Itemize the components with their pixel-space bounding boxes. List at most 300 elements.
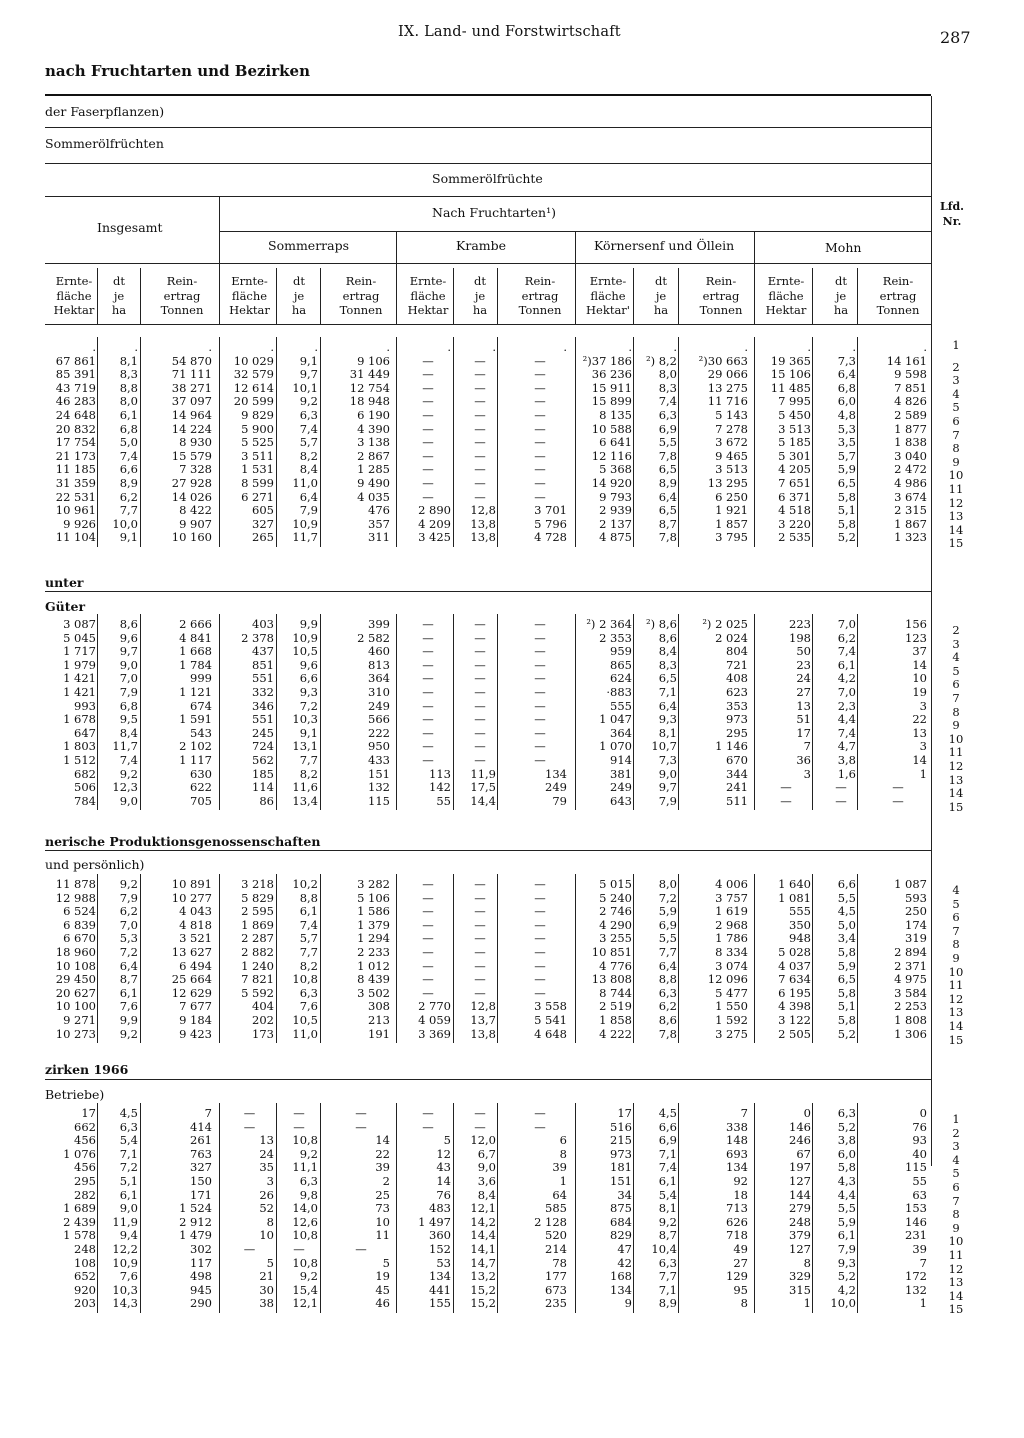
- table-cell: .: [270, 340, 274, 354]
- table-cell: 282: [74, 1187, 96, 1202]
- table-cell: 5,2: [837, 1119, 856, 1134]
- table-cell: 19: [912, 685, 927, 699]
- lfd-nr: 12: [948, 495, 964, 510]
- table-cell: 1 081: [778, 890, 811, 905]
- table-cell: 22: [912, 712, 927, 727]
- table-cell: .: [744, 340, 748, 354]
- table-cell: 10,5: [292, 644, 318, 659]
- table-cell: 308: [368, 999, 390, 1014]
- table-cell: 9,2: [299, 1269, 318, 1284]
- table-cell: 763: [190, 1146, 212, 1161]
- rule-vertical: [219, 1103, 220, 1313]
- lfd-nr: 1: [952, 338, 960, 352]
- rule-vertical: [396, 614, 397, 810]
- table-cell: 4 006: [715, 877, 748, 891]
- table-cell: .: [807, 340, 811, 354]
- table-cell: 4 037: [778, 958, 811, 973]
- table-cell: 7,0: [837, 685, 856, 699]
- table-cell: 5,9: [658, 904, 677, 919]
- table-cell: 5,5: [658, 435, 677, 450]
- table-cell: 3 220: [778, 516, 811, 531]
- lfd-nr: 6: [952, 910, 960, 925]
- table-cell: 245: [252, 725, 274, 740]
- table-cell: 172: [905, 1269, 927, 1284]
- table-cell: 134: [545, 766, 567, 781]
- table-cell: 12 116: [591, 448, 632, 463]
- table-cell: 2,3: [837, 698, 856, 713]
- table-cell: 181: [610, 1160, 632, 1175]
- table-cell: 8,2: [299, 448, 318, 463]
- table-cell: 5,8: [837, 489, 856, 504]
- section-label: Güter: [45, 599, 86, 614]
- lfd-nr: 8: [952, 937, 960, 952]
- table-cell: 353: [726, 698, 748, 713]
- table-cell: —: [534, 958, 546, 973]
- table-cell: 8,9: [119, 476, 138, 490]
- table-cell: 1 808: [894, 1013, 927, 1027]
- table-cell: 1 869: [241, 917, 274, 932]
- table-cell: 11,6: [292, 780, 318, 795]
- table-cell: 3 122: [778, 1013, 811, 1027]
- lfd-nr: 6: [952, 677, 960, 692]
- table-cell: —: [422, 421, 434, 436]
- table-cell: ²) 2 025: [702, 617, 748, 631]
- table-cell: .: [563, 340, 567, 354]
- table-cell: 1 858: [599, 1013, 632, 1027]
- table-cell: —: [892, 780, 904, 795]
- table-cell: 2 890: [418, 503, 451, 518]
- table-cell: 3 255: [599, 931, 632, 946]
- table-cell: 198: [789, 630, 811, 645]
- crop-header-mohn: Mohn: [825, 240, 862, 255]
- table-cell: 441: [429, 1282, 451, 1297]
- rule-vertical: [276, 614, 277, 810]
- table-cell: 948: [789, 931, 811, 946]
- rule-vertical: [857, 874, 858, 1043]
- table-cell: 3 521: [179, 931, 212, 946]
- table-cell: 10,3: [112, 1282, 138, 1297]
- table-cell: —: [534, 739, 546, 754]
- table-cell: 5,7: [837, 448, 856, 463]
- table-cell: 357: [368, 516, 390, 531]
- table-cell: 8,1: [658, 725, 677, 740]
- table-cell: —: [422, 1106, 434, 1120]
- table-cell: 9,9: [299, 617, 318, 631]
- table-cell: 8,7: [119, 972, 138, 987]
- table-cell: —: [422, 877, 434, 891]
- table-cell: 231: [905, 1228, 927, 1243]
- table-cell: 9,2: [299, 1146, 318, 1161]
- table-cell: 9 184: [179, 1013, 212, 1027]
- table-cell: 13: [259, 1133, 274, 1148]
- lfd-nr: 5: [952, 896, 960, 911]
- table-cell: —: [474, 367, 486, 382]
- table-cell: 14 964: [171, 408, 212, 422]
- rule-vertical: [453, 874, 454, 1043]
- table-cell: 4 776: [599, 958, 632, 973]
- table-cell: 1 550: [715, 999, 748, 1014]
- table-cell: 55: [436, 793, 451, 808]
- table-cell: 5 796: [534, 516, 567, 531]
- table-cell: 8 422: [179, 503, 212, 518]
- table-cell: —: [534, 489, 546, 504]
- table-cell: 4,5: [837, 904, 856, 919]
- table-cell: 15 106: [770, 367, 811, 382]
- table-cell: —: [474, 685, 486, 699]
- table-cell: 11 485: [770, 380, 811, 395]
- table-cell: 8,0: [658, 877, 677, 891]
- lfd-nr: 4: [952, 650, 960, 665]
- rule-vertical: [497, 337, 498, 547]
- table-cell: 8,0: [658, 367, 677, 382]
- table-cell: 1 640: [778, 877, 811, 891]
- rule-vertical: [219, 196, 220, 324]
- table-cell: 7,2: [119, 1160, 138, 1175]
- table-cell: 0: [919, 1106, 927, 1120]
- table-cell: 8: [559, 1146, 567, 1161]
- table-cell: 214: [545, 1242, 567, 1256]
- table-cell: 7,4: [658, 394, 677, 409]
- table-cell: 973: [610, 1146, 632, 1161]
- table-cell: 5,8: [837, 1013, 856, 1027]
- lfd-nr: 2: [952, 623, 960, 637]
- rule-vertical: [754, 337, 755, 547]
- rule-vertical: [633, 268, 634, 324]
- table-cell: 674: [190, 698, 212, 713]
- table-cell: 1 497: [418, 1214, 451, 1229]
- rule: [45, 127, 931, 128]
- table-cell: 2 128: [534, 1214, 567, 1229]
- table-cell: 784: [74, 793, 96, 808]
- table-cell: .: [447, 340, 451, 354]
- lfd-nr: 12: [948, 991, 964, 1006]
- table-cell: 3 502: [357, 985, 390, 1000]
- table-cell: 483: [429, 1201, 451, 1216]
- table-cell: 350: [789, 917, 811, 932]
- column-header: dt je ha: [291, 274, 307, 317]
- column-header: dt je ha: [653, 274, 669, 317]
- table-cell: 2 882: [241, 945, 274, 959]
- table-cell: 5,9: [837, 958, 856, 973]
- header-top-rule: [45, 94, 931, 96]
- table-cell: 235: [545, 1296, 567, 1311]
- table-cell: 261: [190, 1133, 212, 1148]
- table-cell: 2 439: [63, 1214, 96, 1229]
- lfd-nr: 3: [952, 636, 960, 651]
- table-cell: 10: [259, 1228, 274, 1243]
- table-cell: .: [208, 340, 212, 354]
- table-cell: 14,3: [112, 1296, 138, 1311]
- table-cell: 6,0: [837, 394, 856, 409]
- section-title: IX. Land- und Forstwirtschaft: [398, 24, 621, 40]
- table-cell: 191: [368, 1026, 390, 1041]
- table-cell: 12,6: [292, 1214, 318, 1229]
- table-cell: 4 398: [778, 999, 811, 1014]
- lfd-nr: 8: [952, 704, 960, 719]
- table-cell: 43 719: [55, 380, 96, 395]
- table-cell: 914: [610, 753, 632, 767]
- table-cell: 13,7: [470, 1013, 496, 1027]
- rule-vertical: [320, 614, 321, 810]
- table-cell: 10: [375, 1214, 390, 1229]
- table-cell: 7,6: [119, 999, 138, 1014]
- table-cell: —: [474, 712, 486, 727]
- table-cell: 9: [624, 1296, 632, 1311]
- table-cell: —: [835, 780, 847, 795]
- table-cell: —: [422, 353, 434, 368]
- table-cell: 13,8: [470, 1026, 496, 1041]
- table-cell: 7,9: [119, 685, 138, 699]
- table-cell: 8,4: [658, 644, 677, 659]
- lfd-nr: 6: [952, 1180, 960, 1194]
- column-header: Ernte- fläche Hektar: [407, 274, 449, 317]
- table-cell: 3 074: [715, 958, 748, 973]
- table-cell: 2 233: [357, 945, 390, 959]
- table-cell: 15 911: [591, 380, 632, 395]
- table-cell: .: [92, 340, 96, 354]
- table-cell: 9,1: [299, 725, 318, 740]
- table-cell: 5,0: [119, 435, 138, 450]
- table-cell: 18 960: [55, 945, 96, 959]
- rule-vertical: [453, 337, 454, 547]
- table-cell: 2 595: [241, 904, 274, 919]
- table-cell: 3 511: [241, 448, 274, 463]
- table-cell: 1 323: [894, 530, 927, 545]
- table-cell: 414: [190, 1119, 212, 1134]
- table-cell: 460: [368, 644, 390, 659]
- table-cell: 7,4: [119, 753, 138, 767]
- rule: [45, 163, 931, 164]
- table-cell: 626: [726, 1214, 748, 1229]
- lfd-nr: 11: [948, 1248, 964, 1262]
- table-cell: 399: [368, 617, 390, 631]
- table-cell: 290: [190, 1296, 212, 1311]
- lfd-nr: 10: [948, 468, 964, 483]
- table-cell: 12,2: [112, 1242, 138, 1256]
- table-cell: 804: [726, 644, 748, 659]
- table-cell: 7,8: [658, 530, 677, 545]
- table-cell: 13,4: [292, 793, 318, 808]
- table-cell: 24: [259, 1146, 274, 1161]
- table-cell: 3 513: [778, 421, 811, 436]
- table-cell: 319: [905, 931, 927, 946]
- table-cell: 6,1: [119, 985, 138, 1000]
- table-cell: 11 716: [707, 394, 748, 409]
- rule-vertical: [678, 614, 679, 810]
- rule: [45, 850, 931, 851]
- table-cell: 14 920: [591, 476, 632, 490]
- table-cell: 10 588: [591, 421, 632, 436]
- table-cell: 11,7: [112, 739, 138, 754]
- table-cell: 108: [74, 1255, 96, 1270]
- table-cell: 7,3: [658, 753, 677, 767]
- table-cell: 134: [429, 1269, 451, 1284]
- table-cell: 26: [259, 1187, 274, 1202]
- table-cell: 9,0: [477, 1160, 496, 1175]
- table-cell: 11 185: [55, 462, 96, 477]
- table-cell: —: [422, 657, 434, 672]
- table-cell: .: [923, 340, 927, 354]
- rule-vertical: [754, 231, 755, 324]
- table-cell: 5: [266, 1255, 274, 1270]
- table-cell: 6,9: [658, 421, 677, 436]
- table-cell: 13,2: [470, 1269, 496, 1284]
- table-cell: 643: [610, 793, 632, 808]
- table-cell: 15,2: [470, 1282, 496, 1297]
- table-cell: 8,8: [299, 890, 318, 905]
- table-cell: 3 672: [715, 435, 748, 450]
- lfd-nr: 15: [948, 536, 964, 551]
- table-cell: 5,0: [837, 917, 856, 932]
- rule-vertical: [276, 1103, 277, 1313]
- table-cell: 129: [726, 1269, 748, 1284]
- table-cell: 5 185: [778, 435, 811, 450]
- table-cell: 4,2: [837, 671, 856, 686]
- table-cell: 117: [190, 1255, 212, 1270]
- table-cell: 630: [190, 766, 212, 781]
- table-cell: 1 857: [715, 516, 748, 531]
- table-cell: 249: [610, 780, 632, 795]
- lfd-nr: 9: [952, 454, 960, 469]
- table-cell: 14: [375, 1133, 390, 1148]
- table-cell: 5 368: [599, 462, 632, 477]
- table-cell: 13,1: [292, 739, 318, 754]
- table-cell: 5,3: [119, 931, 138, 946]
- table-cell: 132: [368, 780, 390, 795]
- table-cell: 315: [789, 1282, 811, 1297]
- table-cell: 7,7: [299, 753, 318, 767]
- rule-vertical: [633, 874, 634, 1043]
- table-cell: 7,1: [119, 1146, 138, 1161]
- table-cell: 724: [252, 739, 274, 754]
- table-cell: 2 867: [357, 448, 390, 463]
- table-cell: 39: [552, 1160, 567, 1175]
- table-cell: 9 106: [357, 353, 390, 368]
- table-cell: 23: [796, 657, 811, 672]
- table-cell: —: [293, 1119, 305, 1134]
- table-cell: 9,0: [119, 657, 138, 672]
- table-cell: 30: [259, 1282, 274, 1297]
- table-cell: 40: [912, 1146, 927, 1161]
- table-cell: 516: [610, 1119, 632, 1134]
- rule-vertical: [857, 1103, 858, 1313]
- table-cell: 520: [545, 1228, 567, 1243]
- table-cell: 543: [190, 725, 212, 740]
- column-header: Rein- ertrag Tonnen: [160, 274, 204, 317]
- table-cell: —: [474, 489, 486, 504]
- table-cell: 6,2: [119, 904, 138, 919]
- table-cell: 9 598: [894, 367, 927, 382]
- table-cell: 71 111: [171, 367, 212, 382]
- table-cell: —: [422, 904, 434, 919]
- table-cell: 86: [259, 793, 274, 808]
- lfd-nr: 4: [952, 883, 960, 897]
- table-cell: 14,4: [470, 1228, 496, 1243]
- table-cell: 6,1: [299, 904, 318, 919]
- table-cell: .: [386, 340, 390, 354]
- table-cell: 27 928: [171, 476, 212, 490]
- table-cell: 6 524: [63, 904, 96, 919]
- table-cell: 146: [905, 1214, 927, 1229]
- table-cell: 6,1: [119, 1187, 138, 1202]
- table-cell: ·883: [606, 685, 632, 699]
- rule-vertical: [812, 1103, 813, 1313]
- table-cell: 11 104: [55, 530, 96, 545]
- table-cell: 9,4: [119, 1228, 138, 1243]
- table-cell: 12 988: [55, 890, 96, 905]
- column-header: Ernte- fläche Hektar: [765, 274, 807, 317]
- table-cell: 115: [905, 1160, 927, 1175]
- table-cell: 8,3: [119, 367, 138, 382]
- table-cell: 8,8: [658, 972, 677, 987]
- table-cell: —: [474, 421, 486, 436]
- table-cell: 14 161: [886, 353, 927, 368]
- table-cell: 993: [74, 698, 96, 713]
- rule-vertical: [575, 337, 576, 547]
- table-cell: 6,4: [658, 489, 677, 504]
- table-cell: 14,7: [470, 1255, 496, 1270]
- table-cell: 346: [252, 698, 274, 713]
- table-cell: —: [474, 408, 486, 422]
- table-cell: 10 961: [55, 503, 96, 518]
- table-cell: 173: [252, 1026, 274, 1041]
- table-cell: 555: [789, 904, 811, 919]
- column-header: dt je ha: [833, 274, 849, 317]
- table-cell: 213: [368, 1013, 390, 1027]
- rule-vertical: [97, 614, 98, 810]
- table-cell: —: [474, 476, 486, 490]
- table-cell: 623: [726, 685, 748, 699]
- table-cell: 150: [190, 1174, 212, 1188]
- table-cell: 1 121: [179, 685, 212, 699]
- table-cell: 875: [610, 1201, 632, 1216]
- table-cell: 12 614: [233, 380, 274, 395]
- table-cell: 5 525: [241, 435, 274, 450]
- lfd-nr: 7: [952, 427, 960, 442]
- table-cell: 63: [912, 1187, 927, 1202]
- table-cell: —: [474, 753, 486, 767]
- table-cell: 379: [789, 1228, 811, 1243]
- table-cell: 14 224: [171, 421, 212, 436]
- table-cell: 8 135: [599, 408, 632, 422]
- table-cell: 25 664: [171, 972, 212, 987]
- table-cell: 6,3: [658, 1255, 677, 1270]
- table-cell: 506: [74, 780, 96, 795]
- table-cell: 4 826: [894, 394, 927, 409]
- table-cell: 73: [375, 1201, 390, 1216]
- table-cell: 9,7: [658, 780, 677, 795]
- rule-vertical: [754, 614, 755, 810]
- rule-vertical: [140, 614, 141, 810]
- table-cell: 18: [733, 1187, 748, 1202]
- rule-vertical: [97, 268, 98, 324]
- table-cell: 15 899: [591, 394, 632, 409]
- table-cell: 127: [789, 1174, 811, 1188]
- lfd-nr: 3: [952, 1139, 960, 1154]
- table-cell: —: [534, 931, 546, 946]
- table-cell: 9 793: [599, 489, 632, 504]
- table-cell: 1 421: [63, 671, 96, 686]
- group-header-sommeroel: Sommerölfrüchte: [432, 171, 543, 186]
- table-cell: .: [314, 340, 318, 354]
- table-cell: —: [422, 448, 434, 463]
- table-cell: 7,6: [299, 999, 318, 1014]
- table-cell: 46: [375, 1296, 390, 1311]
- table-cell: 4 390: [357, 421, 390, 436]
- table-cell: 9 907: [179, 516, 212, 531]
- table-cell: 7 821: [241, 972, 274, 987]
- rule-vertical: [453, 614, 454, 810]
